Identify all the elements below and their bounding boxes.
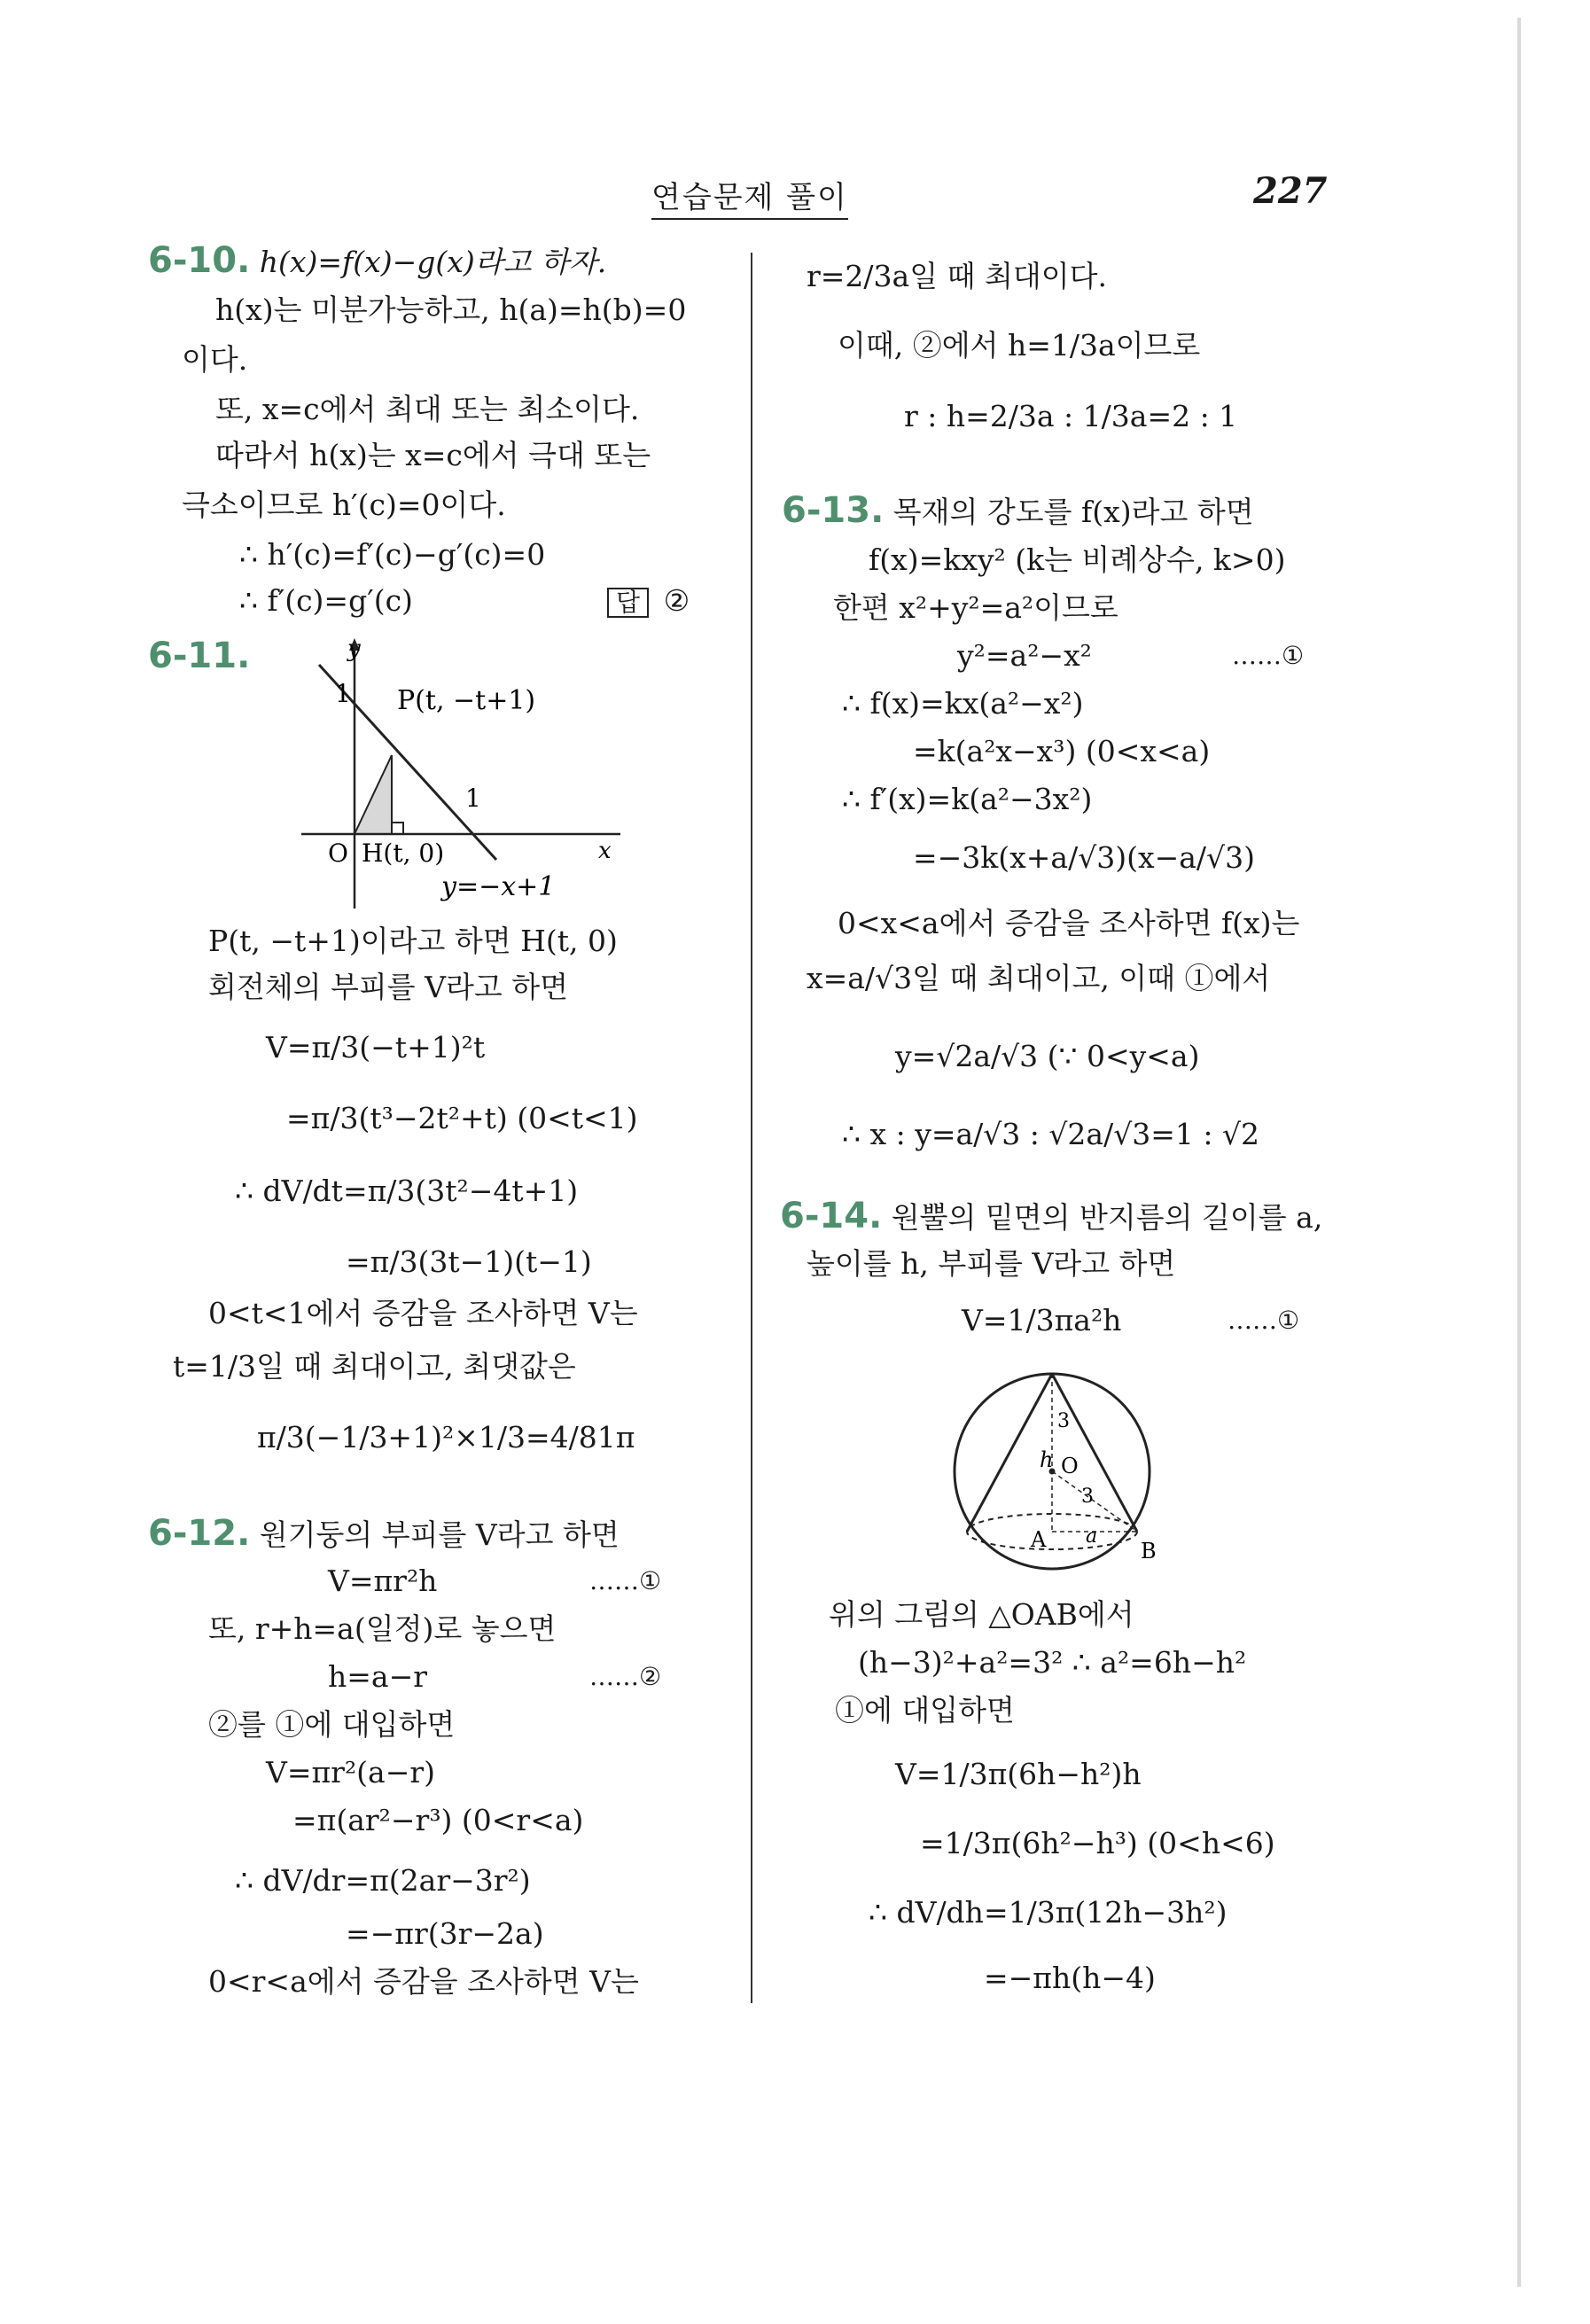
three-top-label: 3: [1057, 1410, 1070, 1432]
p12c-line-1: r=2/3a일 때 최대이다.: [807, 259, 1107, 293]
p12-line-8: ∴ dV/dr=π(2ar−3r²): [235, 1863, 531, 1898]
p11-line-3: V=π/3(−t+1)²t: [266, 1030, 486, 1065]
p13-line-8: =−3k(x+a/√3)(x−a/√3): [913, 840, 1255, 875]
p14-cone-figure: [953, 1365, 1201, 1578]
p12-line-7: =π(ar²−r³) (0<r<a): [292, 1803, 584, 1837]
o-label: O: [1061, 1454, 1079, 1478]
p12-line-10: 0<r<a에서 증감을 조사하면 V는: [208, 1964, 639, 1999]
problem-6-14-header: [780, 1197, 1322, 1237]
p11-line-7: 0<t<1에서 증감을 조사하면 V는: [208, 1296, 638, 1330]
problem-number-6-13: 6-13.: [782, 490, 885, 531]
b-point-label: B: [1141, 1539, 1157, 1564]
p12-line-1: 원기둥의 부피를 V라고 하면: [259, 1517, 620, 1552]
a-point-label: A: [1031, 1527, 1047, 1552]
x-axis-label: x: [598, 838, 612, 864]
problem-6-12-header: [148, 1514, 620, 1555]
p13-line-2: f(x)=kxy² (k는 비례상수, k>0): [869, 542, 1286, 577]
problem-number-6-10: 6-10.: [148, 240, 251, 281]
right-angle-mark: [392, 823, 403, 834]
x-intercept-label: 1: [465, 784, 481, 813]
p13-line-5: ∴ f(x)=kx(a²−x²): [842, 686, 1084, 721]
line-equation-label: y=−x+1: [441, 871, 556, 902]
point-p-label: P(t, −t+1): [397, 685, 536, 716]
p11-graph: [292, 638, 736, 922]
problem-6-10-header: [148, 241, 606, 282]
p13-line-3: 한편 x²+y²=a²이므로: [833, 590, 1118, 625]
p12-tag-1: ……①: [589, 1566, 662, 1595]
p11-line-5: ∴ dV/dt=π/3(3t²−4t+1): [235, 1174, 579, 1208]
p10-answer: [607, 581, 690, 620]
p10-line-4: 또, x=c에서 최대 또는 최소이다.: [215, 392, 640, 426]
p12-tag-2: ……②: [589, 1662, 662, 1691]
p13-line-12: ∴ x : y=a/√3 : √2a/√3=1 : √2: [842, 1117, 1260, 1151]
p14-line-7: V=1/3π(6h−h²)h: [895, 1757, 1142, 1791]
p13-line-11: y=√2a/√3 (∵ 0<y<a): [895, 1039, 1200, 1073]
p14-line-2: 높이를 h, 부피를 V라고 하면: [807, 1246, 1176, 1281]
page-number: 227: [1253, 170, 1328, 212]
p12-line-6: V=πr²(a−r): [266, 1755, 436, 1790]
p12-line-9: =−πr(3r−2a): [346, 1916, 544, 1951]
problem-number-6-14: 6-14.: [780, 1196, 883, 1236]
p12c-line-2: 이때, ②에서 h=1/3a이므로: [838, 328, 1201, 363]
y-intercept-label: 1: [335, 679, 351, 708]
p14-line-9: ∴ dV/dh=1/3π(12h−3h²): [869, 1895, 1228, 1930]
p10-line-1: h(x)=f(x)−g(x)라고 하자.: [259, 245, 607, 279]
a-length-label: a: [1086, 1525, 1098, 1548]
p14-line-10: =−πh(h−4): [984, 1961, 1156, 1995]
radius-ob: [1052, 1471, 1137, 1532]
p14-tag-1: ……①: [1228, 1306, 1300, 1335]
p11-line-9: π/3(−1/3+1)²×1/3=4/81π: [257, 1420, 635, 1454]
three-side-label: 3: [1081, 1486, 1094, 1508]
p10-line-6: 극소이므로 h′(c)=0이다.: [182, 487, 506, 522]
p11-line-1: P(t, −t+1)이라고 하면 H(t, 0): [208, 924, 618, 958]
column-divider: [751, 253, 752, 2003]
p12c-line-3: r : h=2/3a : 1/3a=2 : 1: [904, 399, 1238, 433]
answer-box: 답: [607, 588, 649, 618]
p13-line-6: =k(a²x−x³) (0<x<a): [913, 734, 1211, 768]
p12-line-3: 또, r+h=a(일정)로 놓으면: [208, 1611, 557, 1646]
page-edge: [1517, 18, 1521, 2287]
cone-right-edge: [1052, 1374, 1137, 1532]
p10-line-5: 따라서 h(x)는 x=c에서 극대 또는: [215, 438, 651, 472]
p14-line-4: 위의 그림의 △OAB에서: [829, 1597, 1134, 1632]
p13-line-7: ∴ f′(x)=k(a²−3x²): [842, 782, 1093, 816]
answer-value: ②: [663, 583, 690, 618]
p14-line-1: 원뿔의 밑면의 반지름의 길이를 a,: [891, 1200, 1323, 1235]
p14-line-8: =1/3π(6h²−h³) (0<h<6): [920, 1826, 1275, 1860]
p13-tag-1: ……①: [1232, 641, 1305, 670]
p11-line-4: =π/3(t³−2t²+t) (0<t<1): [286, 1101, 638, 1135]
p14-line-3: V=1/3πa²h: [962, 1303, 1122, 1337]
p11-line-2: 회전체의 부피를 V라고 하면: [208, 970, 568, 1004]
origin-label: O: [328, 838, 348, 868]
p10-line-8: ∴ f′(c)=g′(c): [239, 583, 413, 618]
page-header-title: 연습문제 풀이: [651, 173, 848, 220]
point-h-label: H(t, 0): [362, 838, 445, 868]
problem-6-13-header: [782, 491, 1254, 532]
p10-line-2: h(x)는 미분가능하고, h(a)=h(b)=0: [215, 292, 687, 327]
p12-line-4: h=a−r: [328, 1659, 428, 1694]
p13-line-10: x=a/√3일 때 최대이고, 이때 ①에서: [807, 961, 1271, 995]
p10-line-7: ∴ h′(c)=f′(c)−g′(c)=0: [239, 537, 546, 572]
problem-number-6-12: 6-12.: [148, 1513, 251, 1554]
p13-line-4: y²=a²−x²: [957, 638, 1092, 673]
problem-6-11-header: [148, 636, 250, 677]
y-axis-label: y: [347, 638, 361, 662]
p13-line-9: 0<x<a에서 증감을 조사하면 f(x)는: [838, 906, 1300, 940]
p14-line-6: ①에 대입하면: [835, 1693, 1015, 1727]
p10-line-3: 이다.: [182, 342, 248, 377]
problem-number-6-11: 6-11.: [148, 636, 251, 676]
p11-line-8: t=1/3일 때 최대이고, 최댓값은: [173, 1349, 576, 1384]
p12-line-5: ②를 ①에 대입하면: [208, 1707, 456, 1742]
p12-line-2: V=πr²h: [328, 1564, 438, 1598]
p13-line-1: 목재의 강도를 f(x)라고 하면: [892, 495, 1254, 529]
p11-line-6: =π/3(3t−1)(t−1): [346, 1244, 592, 1279]
h-label: h: [1040, 1447, 1054, 1472]
p14-line-5: (h−3)²+a²=3² ∴ a²=6h−h²: [858, 1645, 1247, 1680]
